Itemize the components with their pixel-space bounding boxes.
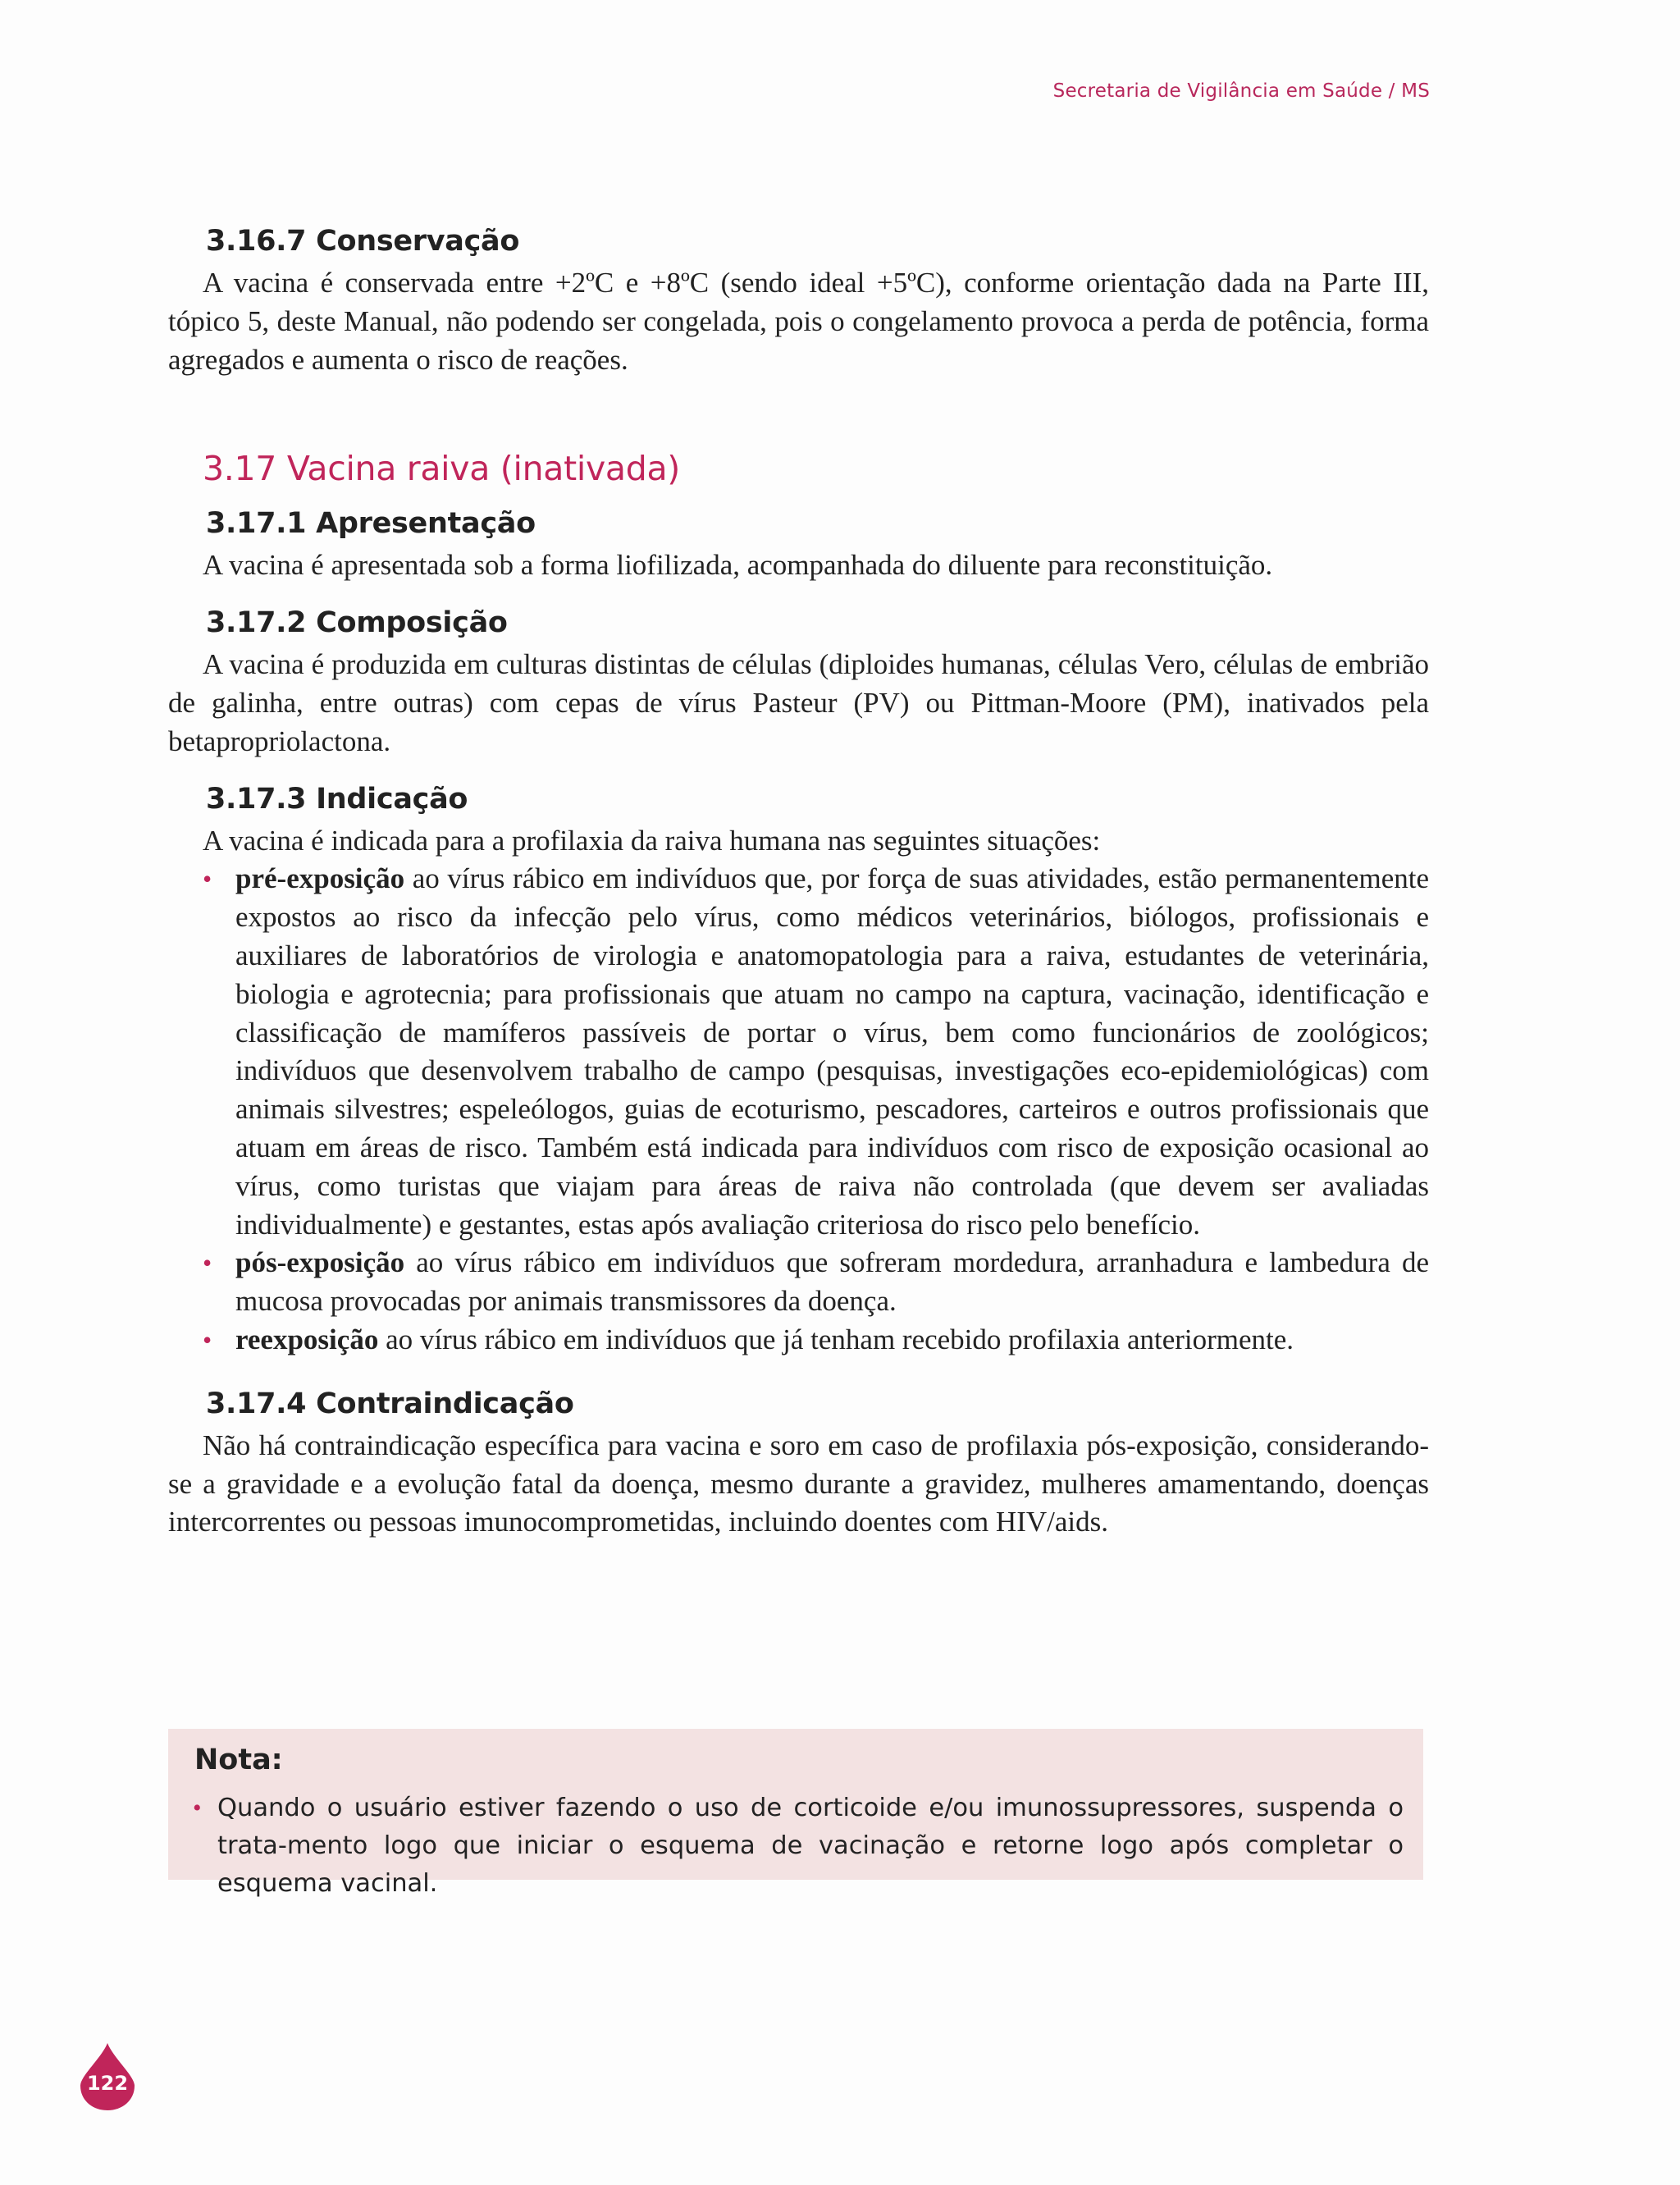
list-item-term: reexposição xyxy=(235,1323,379,1355)
heading-3-17-1: 3.17.1 Apresentação xyxy=(206,507,536,541)
note-box xyxy=(168,1729,1423,1898)
heading-3-17-2: 3.17.2 Composição xyxy=(206,606,508,640)
bullet-icon: • xyxy=(203,864,212,894)
page-number: 122 xyxy=(86,2072,129,2095)
paragraph-indicacao-intro: A vacina é indicada para a profilaxia da raiva humana nas seguintes situações: xyxy=(203,824,1101,857)
note-title: Nota: xyxy=(194,1744,283,1776)
list-item xyxy=(203,1321,1429,1360)
paragraph-apresentacao: A vacina é apresentada sob a forma liofilizada, acompanhada do diluente para reconstituição. xyxy=(203,549,1273,582)
paragraph-conservacao: A vacina é conservada entre +2ºC e +8ºC (sendo ideal +5ºC), conforme orientação dada na Parte III, tópico 5, deste Manual, não podendo ser congelada, pois o congelamento provoca a perda de potência, forma agregados e aumenta o risco de reações. xyxy=(168,267,1429,376)
list-item xyxy=(203,860,1429,1244)
list-item xyxy=(203,1244,1429,1321)
paragraph-composicao: A vacina é produzida em culturas distintas de células (diploides humanas, células Vero, células de embrião de galinha, entre outras) com cepas de vírus Pasteur (PV) ou Pittman-Moore (PM), inativados pela betapropriolactona. xyxy=(168,648,1429,757)
indicacao-list xyxy=(168,860,1429,1359)
list-item-term: pós-exposição xyxy=(235,1246,405,1279)
main-content xyxy=(168,222,1429,1542)
note-text: Quando o usuário estiver fazendo o uso de corticoide e/ou imunossupressores, suspenda o trata-mento logo que iniciar o esquema de vacinação e retorne logo após completar o esquema vacinal. xyxy=(217,1794,1404,1898)
list-item-text: ao vírus rábico em indivíduos que já tenham recebido profilaxia anteriormente. xyxy=(378,1323,1294,1355)
running-header: Secretaria de Vigilância em Saúde / MS xyxy=(1052,80,1430,102)
list-item-term: pré-exposição xyxy=(235,862,405,895)
bullet-icon: • xyxy=(193,1794,202,1822)
heading-3-17-4: 3.17.4 Contraindicação xyxy=(206,1387,574,1420)
heading-3-17: 3.17 Vacina raiva (inativada) xyxy=(203,449,680,489)
list-item-text: ao vírus rábico em indivíduos que, por força de suas atividades, estão permanentemente expostos ao risco da infecção pelo vírus, como médicos veterinários, biólogos, profissionais e auxiliares de laboratórios de virologia e anatomopatologia para a raiva, estudantes de veterinária, biologia e agrotecnia; para profissionais que atuam no campo na captura, vacinação, identificação e classificação de mamíferos passíveis de portar o vírus, bem como funcionários de zoológicos; indivíduos que desenvolvem trabalho de campo (pesquisas, investigações eco-epidemiológicas) com animais silvestres; espeleólogos, guias de ecoturismo, pescadores, carteiros e outros profissionais que atuam em áreas de risco. Também está indicada para indivíduos com risco de exposição ocasional ao vírus, como turistas que viajam para áreas de raiva não controlada (que devem ser avaliadas individualmente) e gestantes, estas após avaliação criteriosa do risco pelo benefício. xyxy=(235,862,1429,1241)
heading-3-17-3: 3.17.3 Indicação xyxy=(206,782,468,816)
heading-3-16-7: 3.16.7 Conservação xyxy=(206,225,520,258)
bullet-icon: • xyxy=(203,1324,212,1355)
paragraph-contraindicacao: Não há contraindicação específica para vacina e soro em caso de profilaxia pós-exposição, considerando-se a gravidade e a evolução fatal da doença, mesmo durante a gravidez, mulheres amamentando, doenças intercorrentes ou pessoas imunocomprometidas, incluindo doentes com HIV/aids. xyxy=(168,1428,1429,1538)
bullet-icon: • xyxy=(203,1248,212,1278)
list-item-text: ao vírus rábico em indivíduos que sofreram mordedura, arranhadura e lambedura de mucosa provocadas por animais transmissores da doença. xyxy=(235,1246,1429,1318)
